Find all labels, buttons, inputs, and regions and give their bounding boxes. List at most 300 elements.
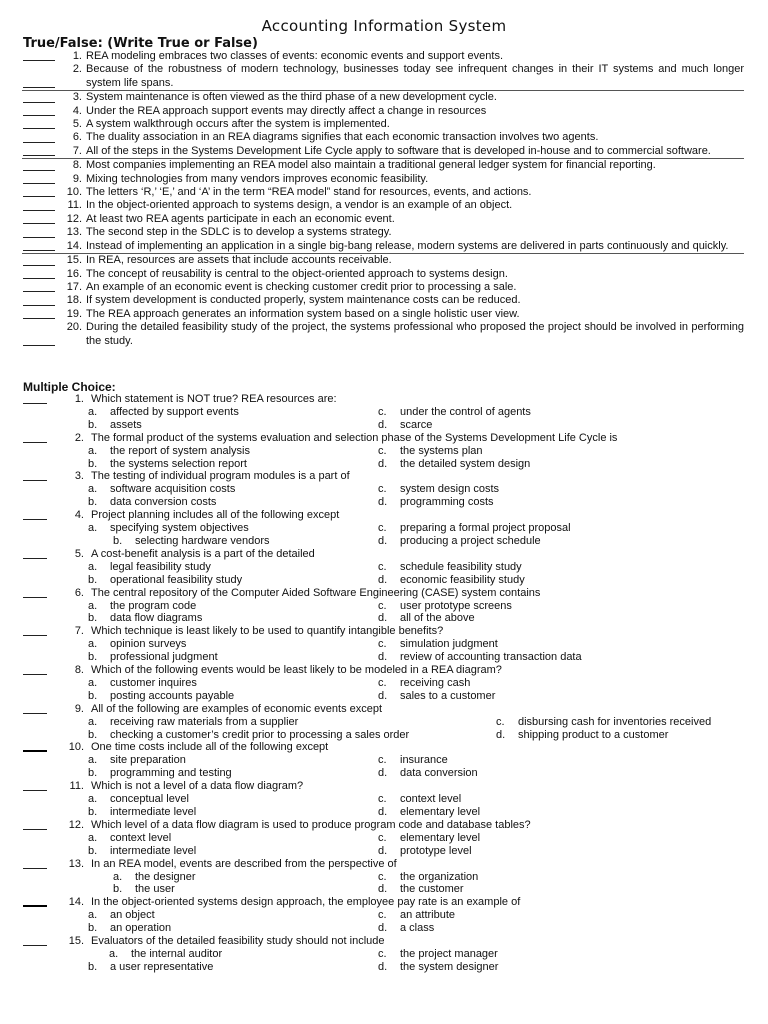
option-d [378, 574, 525, 587]
question-text: One time costs include all of the following except [91, 741, 329, 754]
option-row [22, 574, 748, 587]
option-row [22, 458, 748, 471]
tf-item [22, 131, 744, 144]
item-number: 19. [66, 307, 82, 320]
item-number: 13. [68, 857, 84, 870]
option-letter: d. [378, 496, 388, 509]
option-text: the project manager [400, 947, 498, 960]
answer-blank[interactable] [22, 819, 50, 832]
option-letter: d. [378, 767, 388, 780]
item-text: System maintenance is often viewed as the third phase of a new development cycle. [86, 91, 497, 104]
option-b [88, 458, 378, 471]
tf-item [22, 118, 744, 131]
option-letter: b. [88, 922, 98, 935]
option-row [22, 767, 748, 780]
option-text: customer inquires [110, 676, 197, 689]
option-text: context level [400, 793, 462, 806]
option-letter: d. [378, 651, 388, 664]
option-a [88, 522, 378, 535]
option-a [88, 483, 378, 496]
option-d [496, 729, 668, 742]
answer-blank[interactable] [22, 159, 58, 172]
item-number: 5. [72, 118, 82, 131]
item-number: 2. [72, 63, 82, 76]
option-a [88, 677, 378, 690]
option-text: an object [110, 909, 155, 922]
option-text: elementary level [400, 831, 481, 844]
mc-item [22, 548, 748, 587]
option-letter: d. [496, 728, 506, 741]
option-row [22, 716, 748, 729]
option-d [378, 845, 472, 858]
question-text: Which is not a level of a data flow diagram? [91, 780, 304, 793]
mc-item [22, 858, 748, 897]
item-text: During the detailed feasibility study of the project, the systems professional who proposed the project should be involved in performing the study. [86, 321, 744, 347]
option-text: data conversion costs [110, 496, 217, 509]
item-number: 17. [66, 280, 82, 293]
option-d [378, 961, 498, 974]
option-d [378, 651, 582, 664]
tf-item [22, 213, 744, 226]
page-title: Accounting Information System [261, 17, 507, 35]
option-letter: c. [378, 870, 387, 883]
option-d [378, 690, 495, 703]
option-row [22, 496, 748, 509]
answer-blank[interactable] [22, 186, 58, 199]
option-letter: b. [88, 767, 98, 780]
option-letter: c. [378, 909, 387, 922]
tf-item [22, 186, 744, 199]
item-number: 9. [74, 702, 84, 715]
question-text: Which statement is NOT true? REA resources are: [91, 393, 337, 405]
option-letter: b. [88, 651, 98, 664]
option-row [22, 948, 748, 961]
option-text: context level [110, 831, 172, 844]
item-text: The second step in the SDLC is to develop a systems strategy. [86, 226, 392, 239]
option-letter: b. [88, 960, 98, 973]
tf-item [22, 226, 744, 239]
option-text: the system designer [400, 960, 499, 973]
option-text: shipping product to a customer [518, 728, 669, 741]
option-letter: c. [496, 715, 505, 728]
item-number: 12. [66, 212, 82, 225]
option-row [22, 961, 748, 974]
option-letter: a. [88, 599, 98, 612]
answer-blank[interactable] [22, 780, 50, 793]
option-row [22, 638, 748, 651]
option-text: site preparation [110, 754, 186, 767]
option-text: software acquisition costs [110, 483, 236, 496]
option-c [378, 406, 531, 419]
mc-item [22, 625, 748, 664]
option-text: the program code [110, 599, 197, 612]
option-b [88, 496, 378, 509]
option-c [496, 716, 711, 729]
tf-item [22, 308, 744, 321]
mc-item [22, 935, 748, 974]
option-letter: a. [88, 754, 98, 767]
mc-item [22, 393, 748, 432]
option-c [378, 909, 455, 922]
answer-blank[interactable] [22, 858, 50, 871]
option-a [88, 600, 378, 613]
answer-blank[interactable] [22, 308, 58, 321]
option-letter: c. [378, 947, 387, 960]
answer-blank[interactable] [22, 896, 50, 909]
option-letter: c. [378, 483, 387, 496]
option-row [22, 883, 748, 896]
option-letter: a. [88, 405, 98, 418]
question-stem [22, 625, 748, 638]
option-letter: b. [88, 612, 98, 625]
option-c [378, 754, 448, 767]
mc-item [22, 470, 748, 509]
tf-item [22, 199, 744, 212]
option-d [378, 458, 530, 471]
option-text: under the control of agents [400, 405, 531, 418]
option-b [113, 883, 378, 896]
option-text: intermediate level [110, 844, 197, 857]
answer-blank[interactable] [22, 145, 58, 158]
answer-blank[interactable] [22, 741, 50, 754]
question-stem [22, 819, 748, 832]
answer-blank[interactable] [22, 281, 58, 294]
item-number: 1. [74, 393, 84, 405]
answer-blank[interactable] [22, 509, 50, 522]
option-b [88, 922, 378, 935]
item-number: 15. [66, 254, 82, 267]
tf-item [22, 63, 744, 90]
answer-blank[interactable] [22, 935, 50, 948]
answer-blank[interactable] [22, 393, 50, 406]
answer-blank[interactable] [22, 91, 58, 104]
answer-blank[interactable] [22, 587, 50, 600]
option-b [88, 845, 378, 858]
option-letter: a. [88, 909, 98, 922]
option-row [22, 445, 748, 458]
option-row [22, 561, 748, 574]
option-text: scarce [400, 418, 433, 431]
item-number: 12. [68, 818, 84, 831]
option-row [22, 806, 748, 819]
multiple-choice-heading: Multiple Choice: [23, 380, 116, 394]
option-c [378, 948, 498, 961]
option-b [88, 729, 496, 742]
option-letter: d. [378, 883, 388, 896]
item-text: Because of the robustness of modern technology, businesses today see infrequent changes in their IT systems and much longer system life spans. [86, 63, 744, 89]
item-number: 10. [66, 186, 82, 199]
option-text: economic feasibility study [400, 573, 525, 586]
option-text: elementary level [400, 806, 481, 818]
answer-blank[interactable] [22, 63, 58, 90]
item-number: 6. [74, 586, 84, 599]
mc-item [22, 896, 748, 935]
answer-blank[interactable] [22, 321, 58, 348]
option-letter: c. [378, 754, 387, 767]
option-b [88, 767, 378, 780]
question-text: In the object-oriented systems design approach, the employee pay rate is an example of [91, 896, 521, 909]
option-text: an attribute [400, 909, 456, 922]
true-false-heading: True/False: (Write True or False) [23, 36, 258, 51]
question-stem [22, 703, 748, 716]
item-number: 11. [67, 199, 82, 212]
option-text: opinion surveys [110, 638, 187, 651]
tf-item [22, 281, 744, 294]
tf-item [22, 173, 744, 186]
option-letter: c. [378, 638, 387, 651]
answer-blank[interactable] [22, 703, 50, 716]
option-row [22, 922, 748, 935]
answer-blank[interactable] [22, 226, 58, 239]
option-text: sales to a customer [400, 689, 496, 702]
answer-blank[interactable] [22, 131, 58, 144]
tf-item [22, 321, 744, 348]
option-text: a class [400, 922, 435, 935]
option-b [88, 419, 378, 432]
option-text: a user representative [110, 960, 214, 973]
option-letter: b. [88, 844, 98, 857]
option-letter: c. [378, 444, 387, 457]
option-c [378, 522, 571, 535]
option-a [88, 406, 378, 419]
mc-item [22, 509, 748, 548]
question-stem [22, 393, 748, 406]
option-row [22, 690, 748, 703]
question-text: Project planning includes all of the following except [91, 509, 340, 522]
option-letter: b. [88, 496, 98, 509]
option-text: assets [110, 418, 142, 431]
question-stem [22, 664, 748, 677]
answer-blank[interactable] [22, 50, 58, 63]
item-number: 8. [74, 664, 84, 677]
answer-blank[interactable] [22, 105, 58, 118]
option-text: legal feasibility study [110, 560, 211, 573]
item-text: If system development is conducted properly, system maintenance costs can be reduced. [86, 294, 521, 307]
option-text: an operation [110, 922, 172, 935]
answer-blank[interactable] [22, 432, 50, 445]
answer-blank[interactable] [22, 213, 58, 226]
option-letter: d. [378, 612, 388, 625]
option-letter: a. [88, 793, 98, 806]
option-letter: a. [88, 831, 98, 844]
option-letter: d. [378, 960, 388, 973]
answer-blank[interactable] [22, 199, 58, 212]
option-row [22, 729, 748, 742]
option-b [88, 651, 378, 664]
item-number: 13. [66, 226, 82, 239]
option-letter: d. [378, 844, 388, 857]
item-text: In REA, resources are assets that include accounts receivable. [86, 254, 392, 267]
option-letter: c. [378, 560, 387, 573]
option-c [378, 561, 522, 574]
option-letter: b. [113, 883, 123, 896]
option-text: the user [135, 883, 175, 896]
option-row [22, 651, 748, 664]
question-stem [22, 470, 748, 483]
option-c [378, 638, 498, 651]
option-text: simulation judgment [400, 638, 498, 651]
item-text: Most companies implementing an REA model also maintain a traditional general ledger system for financial reporting. [86, 159, 656, 172]
option-letter: b. [88, 457, 98, 470]
tf-item [22, 145, 744, 158]
option-text: programming and testing [110, 767, 232, 780]
question-text: Which level of a data flow diagram is used to produce program code and database tables? [91, 818, 531, 831]
item-number: 11. [69, 780, 84, 793]
tf-item [22, 240, 744, 253]
option-text: checking a customer’s credit prior to processing a sales order [110, 728, 410, 741]
option-row [22, 612, 748, 625]
option-row [22, 871, 748, 884]
question-text: The formal product of the systems evaluation and selection phase of the Systems Development Life Cycle is [91, 431, 618, 444]
option-letter: c. [378, 793, 387, 806]
tf-item [22, 253, 744, 267]
item-number: 15. [68, 935, 84, 948]
option-letter: b. [88, 418, 98, 431]
mc-item [22, 664, 748, 703]
option-text: specifying system objectives [110, 522, 249, 535]
option-b [88, 961, 378, 974]
option-text: the internal auditor [131, 947, 223, 960]
item-text: At least two REA agents participate in each an economic event. [86, 212, 395, 225]
option-d [378, 922, 434, 935]
option-a [88, 909, 378, 922]
option-row [22, 600, 748, 613]
option-text: programming costs [400, 496, 494, 509]
question-text: Which of the following events would be least likely to be modeled in a REA diagram? [91, 664, 502, 677]
option-letter: d. [378, 457, 388, 470]
option-a [88, 445, 378, 458]
option-row [22, 754, 748, 767]
answer-blank[interactable] [22, 294, 58, 307]
option-row [22, 535, 748, 548]
option-b [88, 612, 378, 625]
option-text: disbursing cash for inventories received [518, 715, 712, 728]
option-b [88, 574, 378, 587]
answer-blank[interactable] [22, 268, 58, 281]
item-number: 4. [72, 104, 82, 117]
option-text: preparing a formal project proposal [400, 522, 571, 535]
item-number: 14. [68, 896, 84, 909]
question-stem [22, 548, 748, 561]
answer-blank[interactable] [22, 548, 50, 561]
answer-blank[interactable] [22, 118, 58, 131]
item-number: 3. [72, 91, 82, 104]
option-letter: c. [378, 676, 387, 689]
multiple-choice-list [22, 393, 748, 974]
question-text: Which technique is least likely to be used to quantify intangible benefits? [91, 625, 444, 638]
option-letter: d. [378, 573, 388, 586]
answer-blank[interactable] [22, 470, 50, 483]
option-letter: c. [378, 599, 387, 612]
option-letter: c. [378, 522, 387, 535]
option-row [22, 832, 748, 845]
option-a [88, 561, 378, 574]
question-stem [22, 509, 748, 522]
option-text: affected by support events [110, 405, 239, 418]
option-text: the customer [400, 883, 464, 896]
option-a [88, 832, 378, 845]
option-text: conceptual level [110, 793, 189, 806]
option-row [22, 483, 748, 496]
question-stem [22, 432, 748, 445]
mc-item [22, 741, 748, 780]
option-row [22, 909, 748, 922]
option-a [109, 948, 378, 961]
option-a [88, 716, 496, 729]
answer-blank[interactable] [22, 254, 58, 267]
answer-blank[interactable] [22, 625, 50, 638]
option-letter: a. [88, 444, 98, 457]
question-stem [22, 587, 748, 600]
option-c [378, 871, 478, 884]
option-text: intermediate level [110, 806, 197, 818]
item-number: 4. [74, 509, 84, 522]
item-text: In the object-oriented approach to systems design, a vendor is an example of an object. [86, 199, 513, 212]
option-letter: a. [88, 676, 98, 689]
answer-blank[interactable] [22, 240, 58, 253]
question-text: A cost-benefit analysis is a part of the detailed [91, 547, 315, 560]
option-text: the detailed system design [400, 457, 531, 470]
option-c [378, 832, 480, 845]
question-stem [22, 896, 748, 909]
tf-item [22, 50, 744, 63]
option-text: producing a project schedule [400, 534, 541, 547]
item-text: Mixing technologies from many vendors improves economic feasibility. [86, 172, 429, 185]
item-text: A system walkthrough occurs after the system is implemented. [86, 118, 390, 131]
option-letter: b. [88, 573, 98, 586]
option-d [378, 883, 464, 896]
option-letter: b. [88, 689, 98, 702]
option-text: the organization [400, 870, 479, 883]
question-text: Evaluators of the detailed feasibility study should not include [91, 935, 385, 948]
item-number: 18. [66, 294, 82, 307]
mc-item [22, 432, 748, 471]
option-letter: a. [88, 638, 98, 651]
item-number: 10. [68, 741, 84, 754]
option-text: review of accounting transaction data [400, 651, 582, 664]
option-row [22, 793, 748, 806]
option-text: the systems selection report [110, 457, 247, 470]
option-text: receiving cash [400, 676, 471, 689]
question-stem [22, 741, 748, 754]
option-letter: a. [88, 560, 98, 573]
option-text: user prototype screens [400, 599, 512, 612]
option-d [378, 806, 480, 819]
tf-item [22, 294, 744, 307]
item-number: 8. [72, 159, 82, 172]
item-number: 3. [74, 470, 84, 483]
option-a [113, 871, 378, 884]
option-text: selecting hardware vendors [135, 534, 270, 547]
item-number: 5. [74, 547, 84, 560]
question-text: All of the following are examples of economic events except [91, 702, 383, 715]
item-text: An example of an economic event is checking customer credit prior to processing a sale. [86, 280, 517, 293]
option-text: receiving raw materials from a supplier [110, 715, 299, 728]
option-c [378, 793, 461, 806]
question-text: The central repository of the Computer Aided Software Engineering (CASE) system contains [91, 586, 541, 599]
item-text: The REA approach generates an information system based on a single holistic user view. [86, 307, 520, 320]
tf-item [22, 90, 744, 104]
option-letter: a. [113, 870, 123, 883]
item-number: 9. [72, 172, 82, 185]
mc-item [22, 703, 748, 742]
item-number: 20. [66, 321, 82, 334]
answer-blank[interactable] [22, 664, 50, 677]
item-number: 7. [74, 625, 84, 638]
answer-blank[interactable] [22, 173, 58, 186]
option-c [378, 483, 499, 496]
option-d [378, 535, 541, 548]
